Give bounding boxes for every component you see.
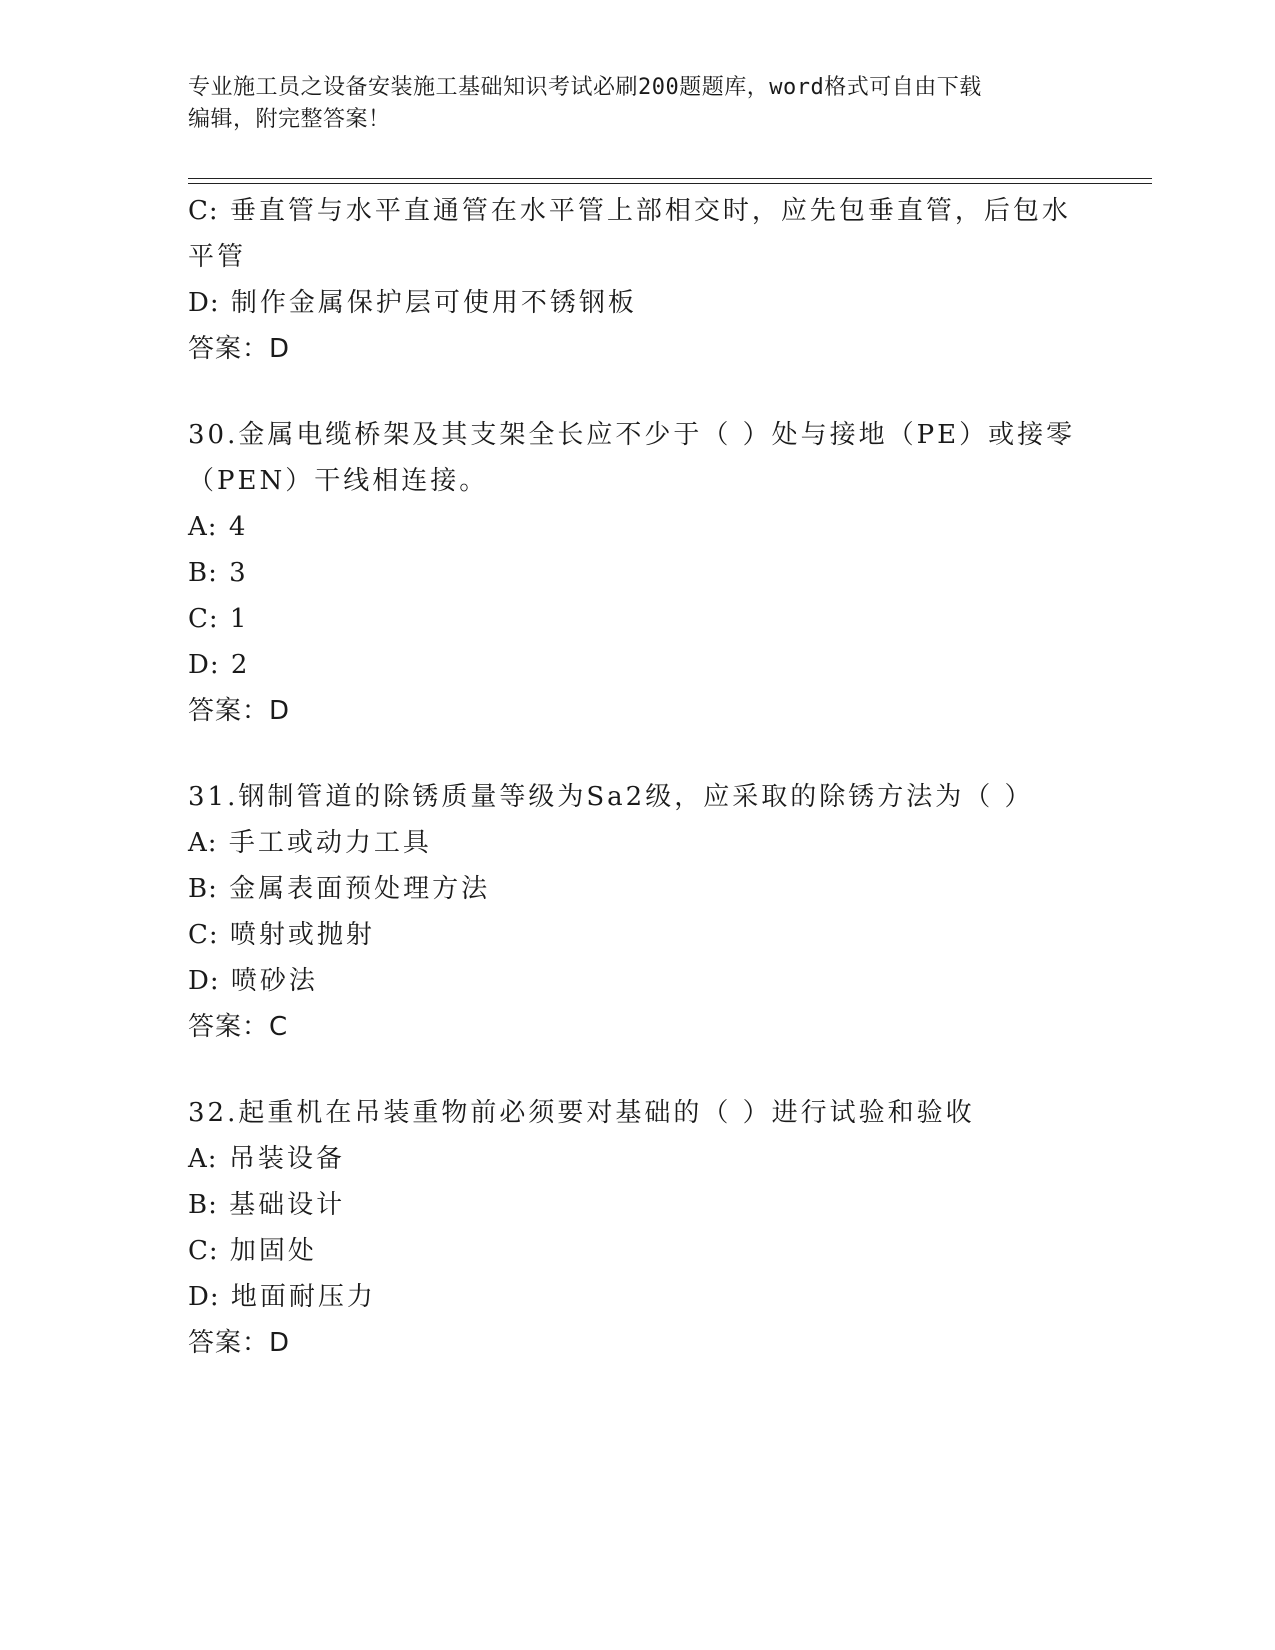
- option-a: [188, 820, 1088, 866]
- option-label: D:: [188, 1282, 220, 1312]
- question-30: [188, 412, 1088, 734]
- option-text: 制作金属保护层可使用不锈钢板: [230, 288, 637, 318]
- option-d: [188, 280, 1088, 326]
- header-divider-top: [188, 178, 1152, 179]
- option-label: C:: [188, 196, 219, 226]
- option-text: 金属表面预处理方法: [229, 874, 491, 904]
- option-text: 手工或动力工具: [228, 828, 432, 858]
- option-label: C:: [188, 920, 219, 950]
- option-a: [188, 1136, 1088, 1182]
- header-title-line-2: 编辑，附完整答案！: [188, 107, 391, 132]
- answer: 答案：D: [188, 334, 291, 364]
- option-label: B:: [188, 1190, 218, 1220]
- option-label: A:: [188, 512, 218, 542]
- option-c: [188, 596, 1088, 642]
- option-text: 地面耐压力: [230, 1282, 376, 1312]
- option-b: [188, 866, 1088, 912]
- option-a: [188, 504, 1088, 550]
- option-text: 加固处: [229, 1236, 317, 1266]
- option-b: [188, 550, 1088, 596]
- header-divider-bottom: [188, 183, 1152, 184]
- question-31: [188, 774, 1088, 1050]
- header-title-line-1: 专业施工员之设备安装施工基础知识考试必刷200题题库，word格式可自由下载: [188, 75, 982, 100]
- option-c: [188, 188, 1088, 234]
- question-32: [188, 1090, 1088, 1366]
- option-c-wrap: 平管: [188, 242, 247, 272]
- option-label: A:: [188, 1144, 218, 1174]
- option-d: [188, 1274, 1088, 1320]
- option-label: D:: [188, 650, 220, 680]
- answer: 答案：D: [188, 1328, 291, 1358]
- option-text: 吊装设备: [228, 1144, 345, 1174]
- option-c: [188, 912, 1088, 958]
- question-29-continuation: [188, 188, 1088, 372]
- option-c: [188, 1228, 1088, 1274]
- option-label: C:: [188, 604, 219, 634]
- question-stem: 31.钢制管道的除锈质量等级为Sa2级，应采取的除锈方法为（ ）: [188, 782, 1034, 812]
- option-text: 垂直管与水平直通管在水平管上部相交时，应先包垂直管，后包水: [229, 196, 1071, 226]
- option-d: [188, 958, 1088, 1004]
- option-label: B:: [188, 874, 218, 904]
- option-text: 3: [229, 558, 249, 588]
- option-label: A:: [188, 828, 218, 858]
- option-text: 喷砂法: [230, 966, 318, 996]
- option-b: [188, 1182, 1088, 1228]
- option-label: B:: [188, 558, 218, 588]
- option-label: D:: [188, 288, 220, 318]
- question-stem: 32.起重机在吊装重物前必须要对基础的（ ）进行试验和验收: [188, 1098, 975, 1128]
- option-text: 1: [229, 604, 250, 634]
- answer: 答案：D: [188, 696, 291, 726]
- option-text: 喷射或抛射: [229, 920, 375, 950]
- option-text: 4: [228, 512, 249, 542]
- option-d: [188, 642, 1088, 688]
- option-text: 基础设计: [229, 1190, 346, 1220]
- answer: 答案：C: [188, 1012, 289, 1042]
- option-label: D:: [188, 966, 220, 996]
- document-header: [188, 72, 1068, 136]
- option-label: C:: [188, 1236, 219, 1266]
- option-text: 2: [230, 650, 251, 680]
- question-stem-wrap: （PEN）干线相连接。: [188, 466, 489, 496]
- document-body: [188, 188, 1088, 1366]
- question-stem: 30.金属电缆桥架及其支架全长应不少于（ ）处与接地（PE）或接零: [188, 420, 1076, 450]
